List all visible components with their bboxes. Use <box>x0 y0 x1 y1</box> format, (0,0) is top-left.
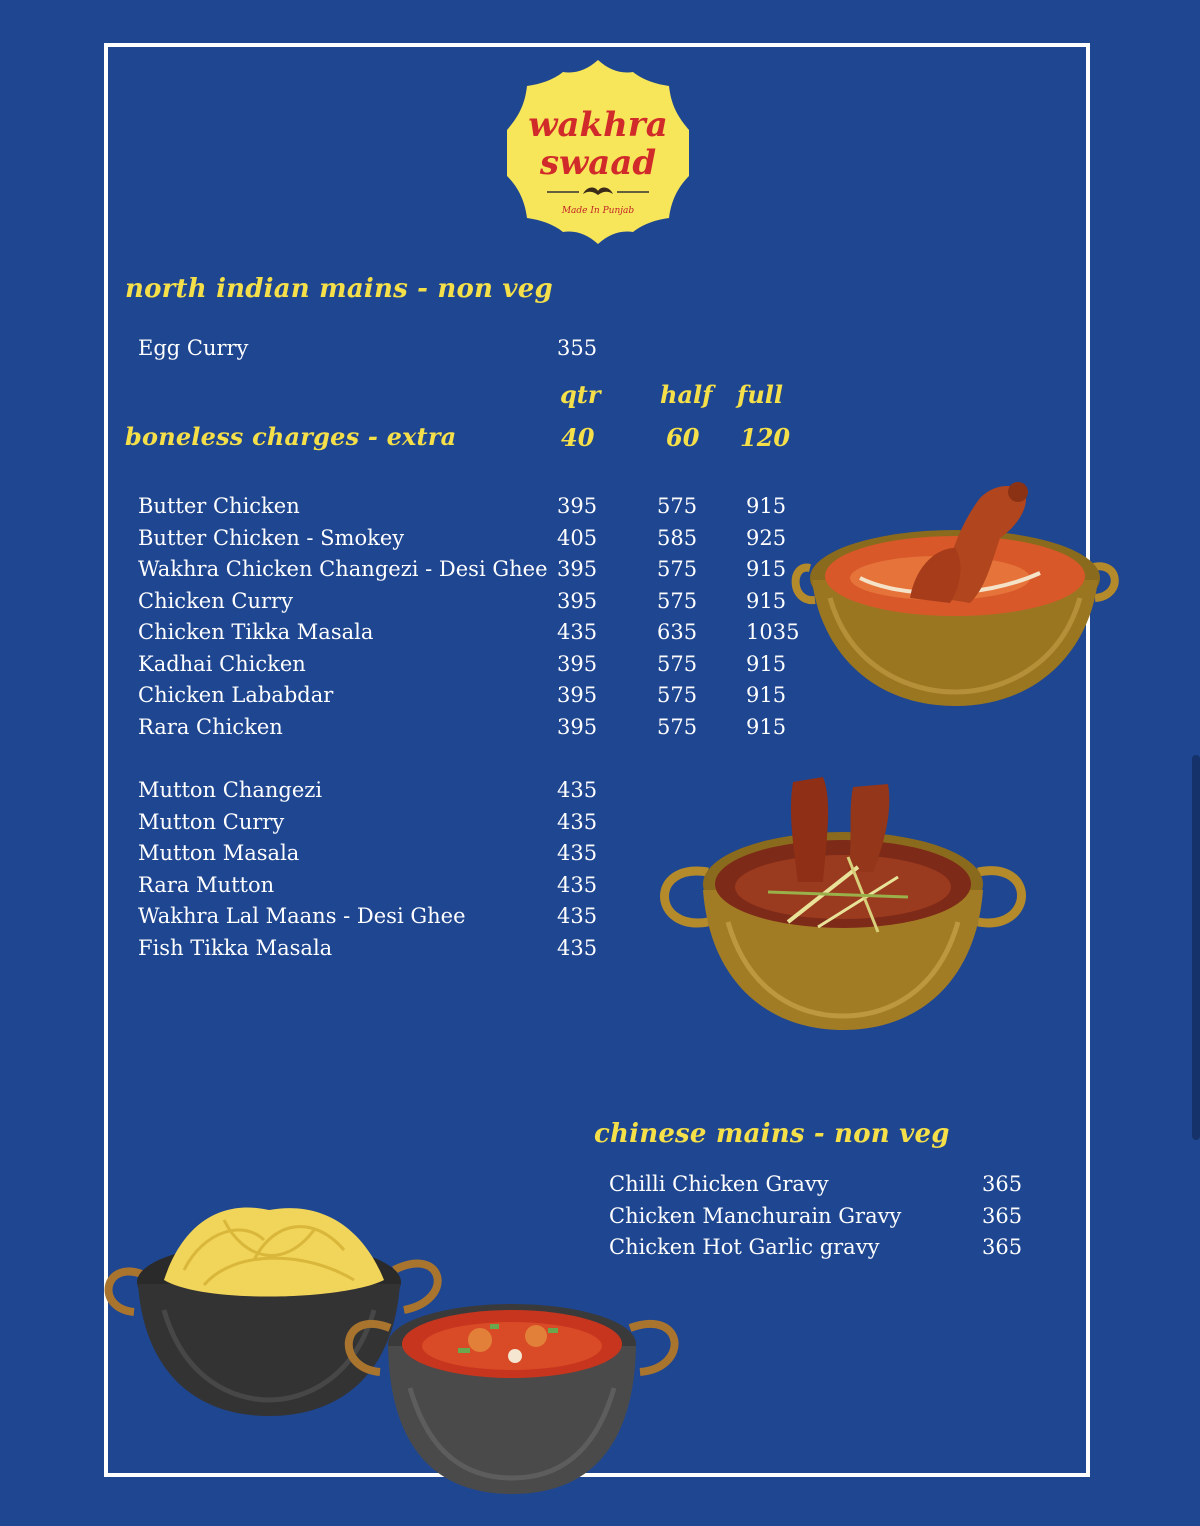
chinese-item-name: Chicken Hot Garlic gravy <box>609 1235 880 1259</box>
chicken-item-half: 575 <box>657 589 698 613</box>
chicken-item-qtr: 435 <box>557 620 598 644</box>
chicken-item-full: 915 <box>746 589 787 613</box>
egg-curry-price: 355 <box>557 336 598 360</box>
scrollbar[interactable] <box>1192 755 1200 1140</box>
col-full: full <box>737 380 784 409</box>
mutton-bowl-image <box>648 772 1038 1036</box>
chinese-heading: chinese mains - non veg <box>594 1119 950 1149</box>
north-indian-heading: north indian mains - non veg <box>125 274 553 304</box>
egg-curry-name: Egg Curry <box>138 336 249 360</box>
chicken-item-qtr: 405 <box>557 526 598 550</box>
chicken-item-name: Butter Chicken <box>138 494 300 518</box>
mutton-item-name: Mutton Masala <box>138 841 300 865</box>
chicken-item-half: 585 <box>657 526 698 550</box>
chicken-item-full: 915 <box>746 557 787 581</box>
col-qtr: qtr <box>560 380 601 409</box>
chicken-item-name: Kadhai Chicken <box>138 652 306 676</box>
brand-logo <box>505 58 691 246</box>
chicken-item-name: Chicken Curry <box>138 589 293 613</box>
butter-chicken-bowl-image <box>790 478 1126 710</box>
mutton-item-price: 435 <box>557 778 598 802</box>
mutton-item-price: 435 <box>557 810 598 834</box>
chicken-item-name: Chicken Tikka Masala <box>138 620 374 644</box>
chicken-item-half: 635 <box>657 620 698 644</box>
chicken-item-name: Wakhra Chicken Changezi - Desi Ghee <box>138 557 548 581</box>
chinese-item-name: Chicken Manchurain Gravy <box>609 1204 902 1228</box>
curry-pot-image <box>340 1288 686 1498</box>
mutton-item-name: Mutton Changezi <box>138 778 323 802</box>
brand-line2: swaad <box>539 143 657 183</box>
chicken-item-qtr: 395 <box>557 715 598 739</box>
mutton-item-name: Fish Tikka Masala <box>138 936 333 960</box>
chicken-item-half: 575 <box>657 652 698 676</box>
brand-tagline: Made In Punjab <box>561 206 635 216</box>
col-half: half <box>660 380 713 409</box>
chinese-item-price: 365 <box>982 1204 1023 1228</box>
chicken-item-qtr: 395 <box>557 557 598 581</box>
chicken-item-name: Chicken Lababdar <box>138 683 334 707</box>
mutton-item-price: 435 <box>557 873 598 897</box>
chinese-item-name: Chilli Chicken Gravy <box>609 1172 829 1196</box>
boneless-half: 60 <box>666 423 700 452</box>
boneless-label: boneless charges - extra <box>125 422 457 451</box>
chinese-item-price: 365 <box>982 1172 1023 1196</box>
chicken-item-half: 575 <box>657 715 698 739</box>
boneless-qtr: 40 <box>561 423 595 452</box>
chicken-item-full: 915 <box>746 652 787 676</box>
chicken-item-qtr: 395 <box>557 494 598 518</box>
mutton-item-price: 435 <box>557 904 598 928</box>
chicken-item-half: 575 <box>657 557 698 581</box>
chicken-item-qtr: 395 <box>557 652 598 676</box>
chicken-item-full: 915 <box>746 683 787 707</box>
mutton-item-name: Rara Mutton <box>138 873 275 897</box>
mutton-item-price: 435 <box>557 841 598 865</box>
chicken-item-full: 915 <box>746 494 787 518</box>
chicken-item-half: 575 <box>657 494 698 518</box>
boneless-full: 120 <box>740 423 791 452</box>
chicken-item-full: 1035 <box>746 620 800 644</box>
chicken-item-full: 925 <box>746 526 787 550</box>
chicken-item-qtr: 395 <box>557 589 598 613</box>
chinese-item-price: 365 <box>982 1235 1023 1259</box>
brand-line1: wakhra <box>528 105 668 145</box>
chicken-item-name: Butter Chicken - Smokey <box>138 526 405 550</box>
chicken-item-name: Rara Chicken <box>138 715 283 739</box>
chicken-item-half: 575 <box>657 683 698 707</box>
mutton-item-name: Mutton Curry <box>138 810 285 834</box>
chicken-item-qtr: 395 <box>557 683 598 707</box>
mutton-item-name: Wakhra Lal Maans - Desi Ghee <box>138 904 466 928</box>
mutton-item-price: 435 <box>557 936 598 960</box>
chicken-item-full: 915 <box>746 715 787 739</box>
